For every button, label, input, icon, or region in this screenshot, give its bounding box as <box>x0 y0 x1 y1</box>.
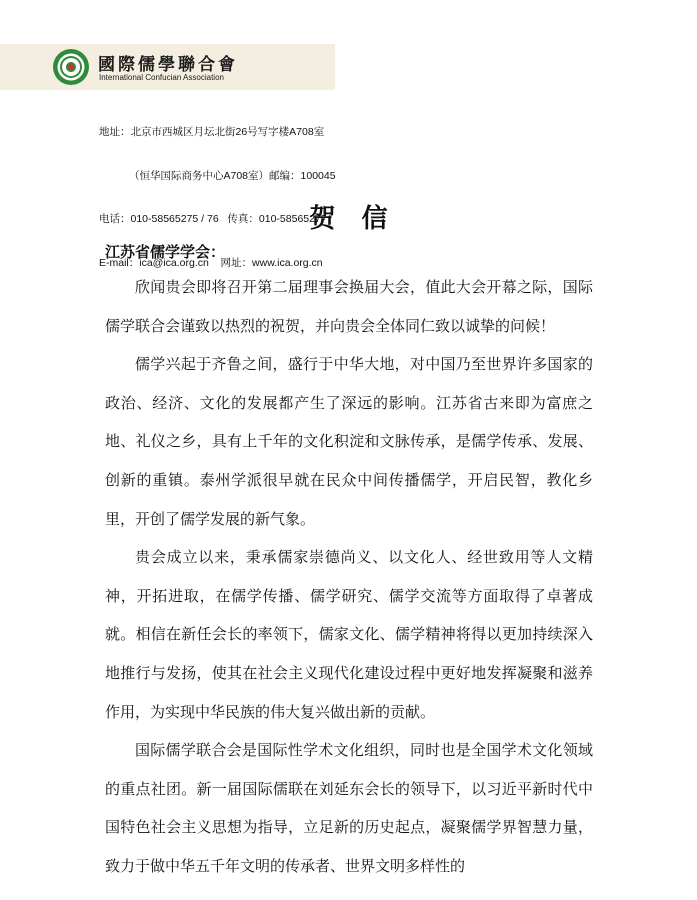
salutation: 江苏省儒学学会： <box>105 243 226 261</box>
org-name-en: International Confucian Association <box>99 73 224 82</box>
paragraph-1: 欣闻贵会即将召开第二届理事会换届大会，值此大会开幕之际，国际儒学联合会谨致以热烈的祝贺，并向贵会全体同仁致以诚挚的问候！ <box>105 278 593 335</box>
org-name-cn: 國際儒學聯合會 <box>98 55 238 75</box>
contact-address: 地址：北京市西城区月坛北街26号写字楼A708室 <box>99 126 325 138</box>
paragraph-4: 国际儒学联合会是国际性学术文化组织，同时也是全国学术文化领域的重点社团。新一届国际儒联在刘延东会长的领导下，以习近平新时代中国特色社会主义思想为指导，立足新的历史起点，凝聚儒学界智慧力量，致力于做中华五千年文明的传承者、世界文明多样性的 <box>105 741 593 875</box>
paragraph-2: 儒学兴起于齐鲁之间，盛行于中华大地，对中国乃至世界许多国家的政治、经济、文化的发展都产生了深远的影响。江苏省古来即为富庶之地、礼仪之乡，具有上千年的文化积淀和文脉传承，是儒学传承、发展、创新的重镇。泰州学派很早就在民众中间传播儒学，开启民智，教化乡里，开创了儒学发展的新气象。 <box>105 355 593 528</box>
letter-body <box>105 268 593 886</box>
paragraph-3: 贵会成立以来，秉承儒家崇德尚义、以文化人、经世致用等人文精神，开拓进取，在儒学传播、儒学研究、儒学交流等方面取得了卓著成就。相信在新任会长的率领下，儒家文化、儒学精神将得以更加持续深入地推行与发扬，使其在社会主义现代化建设过程中更好地发挥凝聚和滋养作用，为实现中华民族的伟大复兴做出新的贡献。 <box>105 548 593 721</box>
contact-email-web: E-mail：ica@ica.org.cn 网址：www.ica.org.cn <box>99 256 323 269</box>
association-logo-icon <box>52 48 90 86</box>
contact-address-detail: （恒华国际商务中心A708室）邮编：100045 <box>129 169 336 182</box>
contact-phone: 电话：010-58565275 / 76 传真：010-58565277 <box>99 213 327 225</box>
letter-title: 贺信 <box>309 204 414 234</box>
